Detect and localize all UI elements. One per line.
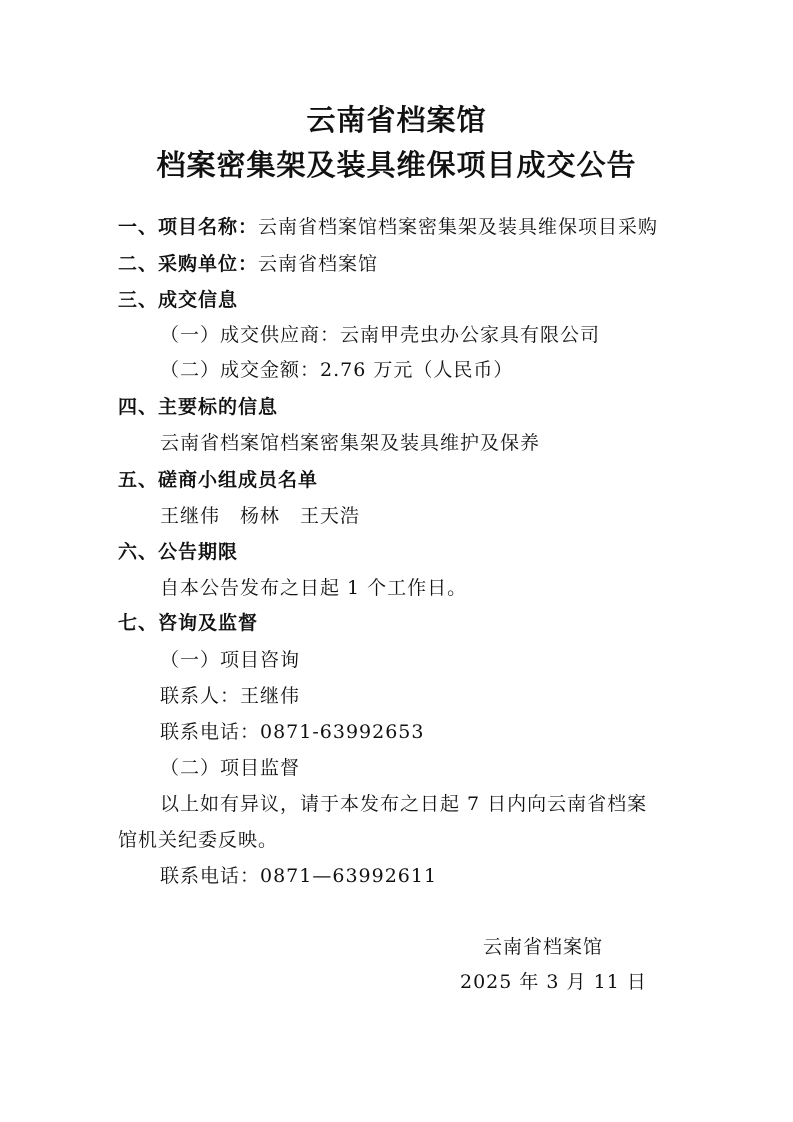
section-heading: 三、成交信息 [118, 289, 239, 311]
project-name-value: 云南省档案馆档案密集架及装具维保项目采购 [258, 216, 659, 238]
section-purchaser [118, 252, 378, 276]
subject-line: 云南省档案馆档案密集架及装具维护及保养 [160, 432, 541, 454]
notice-period-line: 自本公告发布之日起 1 个工作日。 [160, 577, 468, 599]
objection-line-cont: 馆机关纪委反映。 [118, 829, 279, 851]
amount-line: （二）成交金额：2.76 万元（人民币） [160, 359, 514, 381]
panel-members-line: 王继伟 杨林 王天浩 [160, 505, 361, 527]
section-heading: 四、主要标的信息 [118, 396, 279, 418]
consultation-subheading: （一）项目咨询 [160, 649, 301, 671]
section-heading: 二、采购单位： [118, 253, 259, 275]
purchaser-value: 云南省档案馆 [258, 253, 379, 275]
supervision-subheading: （二）项目监督 [160, 757, 301, 779]
supplier-line: （一）成交供应商：云南甲壳虫办公家具有限公司 [160, 324, 601, 346]
section-project-name [118, 215, 658, 239]
objection-line: 以上如有异议，请于本发布之日起 7 日内向云南省档案 [160, 793, 648, 815]
document-title-line2: 档案密集架及装具维保项目成交公告 [156, 148, 637, 182]
section-heading: 六、公告期限 [118, 541, 239, 563]
signature-date: 2025 年 3 月 11 日 [460, 971, 647, 993]
signature-organization: 云南省档案馆 [483, 936, 604, 958]
section-heading: 一、项目名称： [118, 216, 259, 238]
contact-phone-line: 联系电话：0871-63992653 [160, 721, 425, 743]
section-heading: 五、磋商小组成员名单 [118, 469, 319, 491]
supervision-phone-line: 联系电话：0871—63992611 [160, 865, 438, 887]
contact-person-line: 联系人：王继伟 [160, 685, 301, 707]
document-title-line1: 云南省档案馆 [306, 103, 487, 137]
section-heading: 七、咨询及监督 [118, 612, 259, 634]
